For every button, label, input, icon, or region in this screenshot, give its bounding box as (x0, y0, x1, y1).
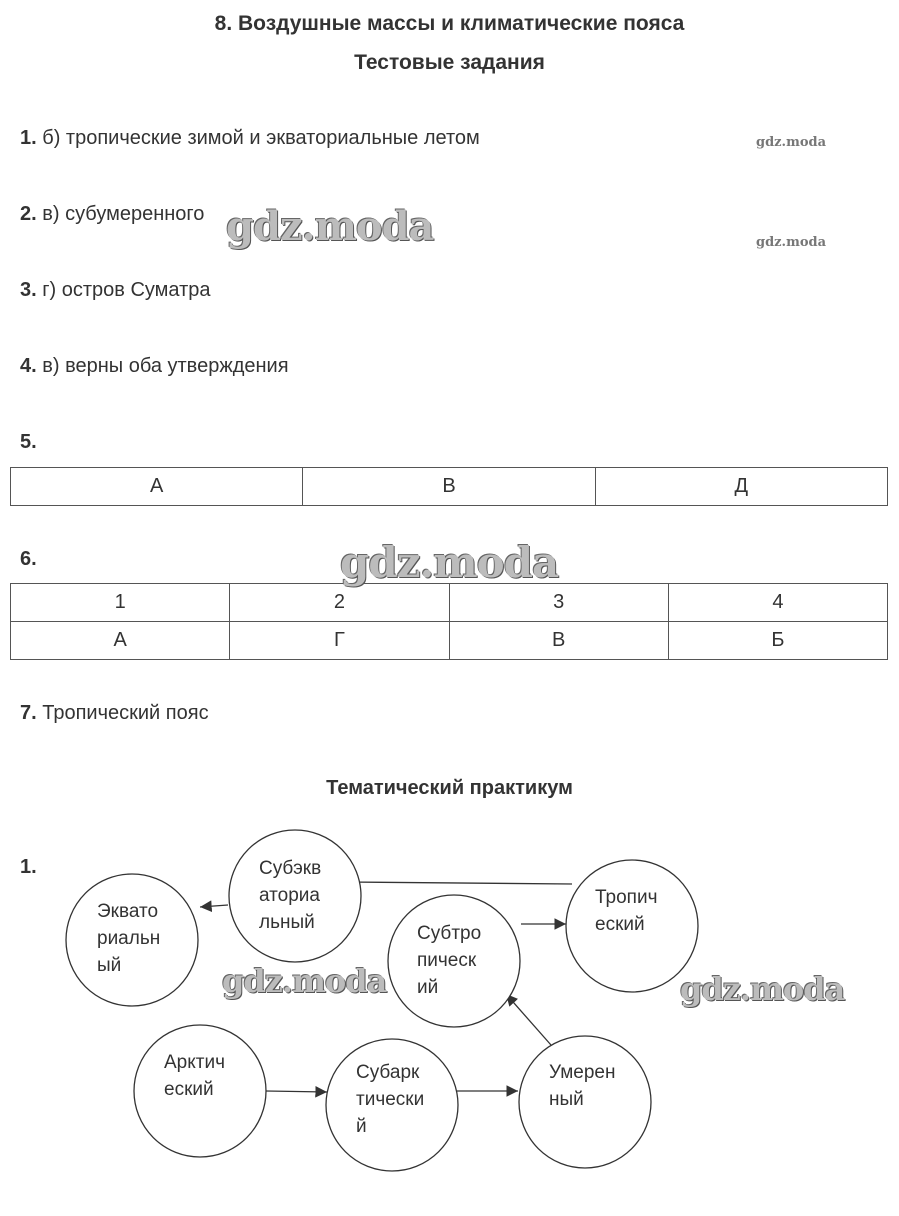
table-cell: В (449, 622, 668, 660)
answer-7 (20, 702, 209, 725)
watermark-large: gdz.moda (226, 203, 434, 250)
watermark-small: gdz.moda (756, 135, 827, 150)
table-cell: 1 (11, 584, 230, 622)
answer-1 (20, 127, 480, 150)
arrow-subequatorial-to-equatorial (200, 905, 228, 907)
answer-4-number: 4. (20, 355, 37, 377)
table-cell: В (303, 468, 595, 506)
table-cell: А (11, 468, 303, 506)
answer-5-number: 5. (20, 431, 37, 453)
answer-6-table (10, 583, 888, 660)
answer-6 (20, 548, 37, 571)
table-cell: Г (230, 622, 449, 660)
section-title-practicum: Тематический практикум (326, 777, 573, 799)
answer-2-number: 2. (20, 203, 37, 225)
answer-1-text: б) тропические зимой и экваториальные летом (36, 127, 480, 149)
answer-4 (20, 355, 289, 378)
answer-6-number: 6. (20, 548, 37, 570)
climate-belts-diagram (0, 820, 899, 1216)
table-cell: 3 (449, 584, 668, 622)
answer-3-text: г) остров Суматра (36, 279, 211, 301)
belt-tropical-label: Тропич еский (595, 887, 658, 935)
page-title: 8. Воздушные массы и климатические пояса (214, 12, 685, 35)
belt-temperate (519, 1036, 651, 1168)
answer-7-number: 7. (20, 702, 37, 724)
table-cell: Б (668, 622, 887, 660)
belt-subtropical-label: Субтро пическ ий (417, 923, 482, 998)
belt-subarctic-label: Субарк тически й (356, 1062, 425, 1137)
answer-2-text: в) субумеренного (36, 203, 205, 225)
arrow-tropical-to-subequatorial (346, 882, 572, 884)
answer-3 (20, 279, 211, 302)
arrow-arctic-to-subarctic (266, 1091, 327, 1092)
arrow-temperate-to-subtropical (506, 994, 551, 1045)
table-cell: А (11, 622, 230, 660)
belt-equatorial-label: Эквато риальн ый (97, 901, 161, 976)
answer-1-number: 1. (20, 127, 37, 149)
watermark-large: gdz.moda (222, 962, 387, 1000)
belt-arctic-label: Арктич еский (164, 1052, 225, 1100)
table-cell: Д (595, 468, 887, 506)
watermark-small: gdz.moda (756, 235, 827, 250)
section-title-tests: Тестовые задания (354, 51, 545, 74)
answer-2 (20, 203, 204, 226)
answer-7-text: Тропический пояс (36, 702, 209, 724)
answer-3-number: 3. (20, 279, 37, 301)
belt-subequatorial-label: Субэкв аториа льный (259, 858, 322, 933)
watermark-large: gdz.moda (340, 538, 559, 587)
answer-4-text: в) верны оба утверждения (36, 355, 289, 377)
watermark-large: gdz.moda (680, 970, 845, 1008)
table-cell: 2 (230, 584, 449, 622)
table-row (11, 468, 888, 506)
practicum-task-number: 1. (20, 856, 37, 878)
table-row (11, 584, 888, 622)
answer-5-table (10, 467, 888, 506)
table-row (11, 622, 888, 660)
table-cell: 4 (668, 584, 887, 622)
answer-5 (20, 431, 37, 454)
belt-temperate-label: Умерен ный (549, 1062, 616, 1110)
